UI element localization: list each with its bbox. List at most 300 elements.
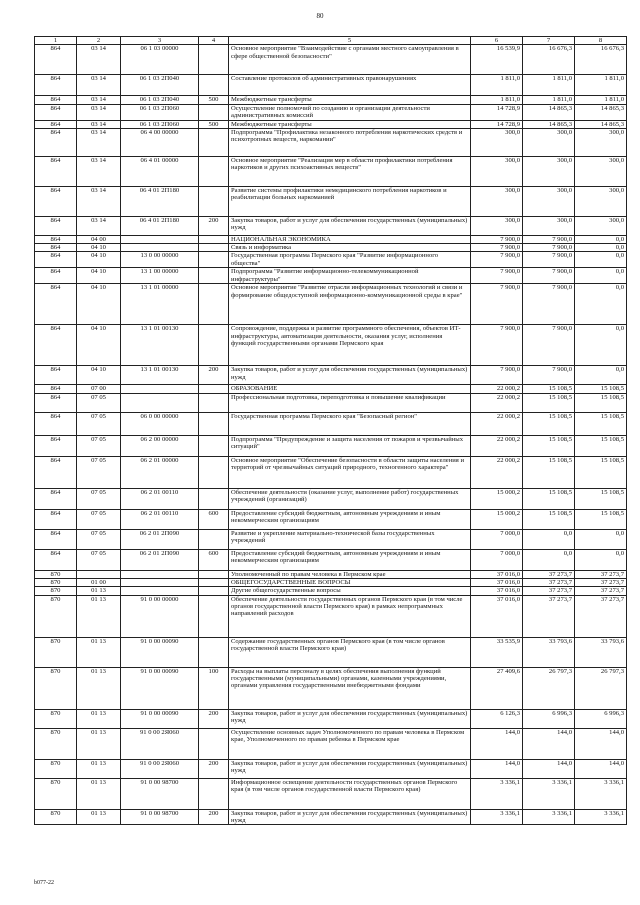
description-cell: Развитие системы профилактики немедицинского потребления наркотиков и реабилитации больных наркоманией <box>229 186 471 216</box>
description-cell: Закупка товаров, работ и услуг для обеспечения государственных (муниципальных) нужд <box>229 366 471 385</box>
ministry-code-cell: 864 <box>35 186 77 216</box>
description-cell: Межбюджетные трансферты <box>229 96 471 104</box>
expense-type-cell <box>199 325 229 366</box>
description-cell: Закупка товаров, работ и услуг для обеспечения государственных (муниципальных) нужд <box>229 216 471 235</box>
ministry-code-cell: 870 <box>35 579 77 587</box>
budget-table <box>34 36 627 825</box>
section-code-cell <box>77 570 121 578</box>
table-row <box>35 637 627 667</box>
target-article-cell: 91 0 00 00000 <box>121 595 199 637</box>
target-article-cell: 06 2 01 00000 <box>121 456 199 488</box>
amount-year2-cell: 15 108,5 <box>523 385 575 393</box>
section-code-cell: 04 10 <box>77 252 121 268</box>
description-cell: ОБЩЕГОСУДАРСТВЕННЫЕ ВОПРОСЫ <box>229 579 471 587</box>
amount-year3-cell: 15 108,5 <box>575 435 627 456</box>
section-code-cell: 07 00 <box>77 385 121 393</box>
description-cell: Межбюджетные трансферты <box>229 120 471 128</box>
description-cell: Расходы на выплаты персоналу в целях обеспечения выполнения функций государственными (муниципальными) органами, казенными учреждениями, органами управления государственными внебюджетными фондами <box>229 667 471 709</box>
amount-year3-cell: 37 273,7 <box>575 587 627 595</box>
expense-type-cell <box>199 587 229 595</box>
description-cell: Информационное освещение деятельности государственных органов Пермского края (в том числе органов государственной власти Пермского края) <box>229 778 471 809</box>
amount-year3-cell: 14 865,3 <box>575 120 627 128</box>
section-code-cell: 07 05 <box>77 529 121 549</box>
amount-year1-cell: 300,0 <box>471 156 523 186</box>
section-code-cell: 01 13 <box>77 809 121 825</box>
ministry-code-cell: 870 <box>35 759 77 778</box>
amount-year1-cell: 144,0 <box>471 728 523 759</box>
section-code-cell: 01 13 <box>77 728 121 759</box>
section-code-cell: 01 13 <box>77 759 121 778</box>
description-cell: Подпрограмма "Профилактика незаконного потребления наркотических средств и психотропных веществ, наркомании" <box>229 128 471 156</box>
amount-year1-cell: 7 900,0 <box>471 366 523 385</box>
amount-year3-cell: 144,0 <box>575 759 627 778</box>
table-row <box>35 435 627 456</box>
ministry-code-cell: 870 <box>35 809 77 825</box>
amount-year2-cell: 16 676,3 <box>523 45 575 75</box>
amount-year3-cell: 1 811,0 <box>575 96 627 104</box>
amount-year1-cell: 1 811,0 <box>471 96 523 104</box>
ministry-code-cell: 864 <box>35 128 77 156</box>
target-article-cell: 06 1 03 2П040 <box>121 75 199 96</box>
table-row <box>35 728 627 759</box>
table-row <box>35 579 627 587</box>
expense-type-cell <box>199 128 229 156</box>
amount-year3-cell: 0,0 <box>575 252 627 268</box>
amount-year2-cell: 14 865,3 <box>523 104 575 120</box>
description-cell: Обеспечение деятельности государственных органов Пермского края (в том числе органов государственной власти Пермского края) в рамках непрограммных направлений расходов <box>229 595 471 637</box>
section-code-cell: 04 10 <box>77 366 121 385</box>
description-cell: Государственная программа Пермского края "Развитие информационного общества" <box>229 252 471 268</box>
amount-year3-cell: 300,0 <box>575 156 627 186</box>
amount-year2-cell: 3 336,1 <box>523 778 575 809</box>
section-code-cell: 04 10 <box>77 284 121 325</box>
amount-year2-cell: 300,0 <box>523 156 575 186</box>
amount-year3-cell: 15 108,5 <box>575 393 627 412</box>
amount-year1-cell: 33 535,9 <box>471 637 523 667</box>
table-row <box>35 456 627 488</box>
amount-year2-cell: 7 900,0 <box>523 252 575 268</box>
expense-type-cell: 200 <box>199 809 229 825</box>
ministry-code-cell: 864 <box>35 244 77 252</box>
amount-year3-cell: 15 108,5 <box>575 385 627 393</box>
amount-year3-cell: 16 676,3 <box>575 45 627 75</box>
target-article-cell: 13 0 00 00000 <box>121 252 199 268</box>
description-cell: Обеспечение деятельности (оказание услуг, выполнение работ) государственных учреждений (организаций) <box>229 488 471 509</box>
expense-type-cell <box>199 778 229 809</box>
amount-year1-cell: 37 016,0 <box>471 570 523 578</box>
amount-year3-cell: 300,0 <box>575 128 627 156</box>
expense-type-cell: 200 <box>199 759 229 778</box>
description-cell: Составление протоколов об административных правонарушениях <box>229 75 471 96</box>
section-code-cell: 07 05 <box>77 412 121 435</box>
section-code-cell: 07 05 <box>77 549 121 570</box>
table-row <box>35 709 627 728</box>
target-article-cell: 06 2 01 2П090 <box>121 549 199 570</box>
expense-type-cell <box>199 728 229 759</box>
amount-year1-cell: 22 000,2 <box>471 385 523 393</box>
amount-year2-cell: 1 811,0 <box>523 75 575 96</box>
amount-year2-cell: 33 793,6 <box>523 637 575 667</box>
table-row <box>35 128 627 156</box>
table-row <box>35 325 627 366</box>
target-article-cell: 06 4 01 00000 <box>121 156 199 186</box>
ministry-code-cell: 864 <box>35 456 77 488</box>
table-row <box>35 488 627 509</box>
ministry-code-cell: 870 <box>35 667 77 709</box>
target-article-cell: 91 0 00 2Я060 <box>121 759 199 778</box>
amount-year3-cell: 0,0 <box>575 268 627 284</box>
table-row <box>35 268 627 284</box>
budget-table-body <box>35 37 627 825</box>
section-code-cell: 01 13 <box>77 778 121 809</box>
amount-year3-cell: 14 865,3 <box>575 104 627 120</box>
amount-year1-cell: 16 539,9 <box>471 45 523 75</box>
target-article-cell: 91 0 00 00090 <box>121 709 199 728</box>
ministry-code-cell: 870 <box>35 709 77 728</box>
section-code-cell: 03 14 <box>77 128 121 156</box>
amount-year2-cell: 0,0 <box>523 529 575 549</box>
section-code-cell: 03 14 <box>77 156 121 186</box>
description-cell: Содержание государственных органов Пермского края (в том числе органов государственной власти Пермского края) <box>229 637 471 667</box>
table-row <box>35 549 627 570</box>
expense-type-cell: 500 <box>199 120 229 128</box>
expense-type-cell <box>199 412 229 435</box>
amount-year2-cell: 144,0 <box>523 759 575 778</box>
expense-type-cell: 100 <box>199 667 229 709</box>
target-article-cell: 06 4 00 00000 <box>121 128 199 156</box>
expense-type-cell <box>199 570 229 578</box>
section-code-cell: 03 14 <box>77 216 121 235</box>
ministry-code-cell: 864 <box>35 366 77 385</box>
amount-year3-cell: 0,0 <box>575 366 627 385</box>
section-code-cell: 07 05 <box>77 456 121 488</box>
description-cell: ОБРАЗОВАНИЕ <box>229 385 471 393</box>
target-article-cell: 06 0 00 00000 <box>121 412 199 435</box>
amount-year3-cell: 0,0 <box>575 549 627 570</box>
ministry-code-cell: 870 <box>35 778 77 809</box>
amount-year2-cell: 37 273,7 <box>523 570 575 578</box>
expense-type-cell <box>199 456 229 488</box>
section-code-cell: 04 10 <box>77 325 121 366</box>
expense-type-cell <box>199 156 229 186</box>
description-cell: Предоставление субсидий бюджетным, автономным учреждениям и иным некоммерческим организациям <box>229 549 471 570</box>
amount-year3-cell: 37 273,7 <box>575 595 627 637</box>
section-code-cell: 03 14 <box>77 75 121 96</box>
table-row <box>35 216 627 235</box>
ministry-code-cell: 864 <box>35 284 77 325</box>
description-cell: Связь и информатика <box>229 244 471 252</box>
table-row <box>35 778 627 809</box>
expense-type-cell <box>199 435 229 456</box>
description-cell: Подпрограмма "Развитие информационно-телекоммуникационной инфраструктуры" <box>229 268 471 284</box>
ministry-code-cell: 864 <box>35 235 77 243</box>
section-code-cell: 01 00 <box>77 579 121 587</box>
amount-year2-cell: 7 900,0 <box>523 244 575 252</box>
table-row <box>35 759 627 778</box>
amount-year3-cell: 3 336,1 <box>575 778 627 809</box>
column-header: 1 <box>35 37 77 45</box>
amount-year3-cell: 15 108,5 <box>575 488 627 509</box>
amount-year1-cell: 7 900,0 <box>471 325 523 366</box>
target-article-cell: 06 2 00 00000 <box>121 435 199 456</box>
column-header: 8 <box>575 37 627 45</box>
amount-year1-cell: 22 000,2 <box>471 393 523 412</box>
table-row <box>35 235 627 243</box>
amount-year1-cell: 3 336,1 <box>471 809 523 825</box>
target-article-cell: 06 1 03 00000 <box>121 45 199 75</box>
target-article-cell <box>121 244 199 252</box>
ministry-code-cell: 864 <box>35 268 77 284</box>
target-article-cell: 06 4 01 2П180 <box>121 186 199 216</box>
expense-type-cell: 200 <box>199 709 229 728</box>
section-code-cell: 04 10 <box>77 268 121 284</box>
amount-year1-cell: 37 016,0 <box>471 595 523 637</box>
expense-type-cell <box>199 284 229 325</box>
ministry-code-cell: 864 <box>35 120 77 128</box>
ministry-code-cell: 864 <box>35 96 77 104</box>
description-cell: Другие общегосударственные вопросы <box>229 587 471 595</box>
expense-type-cell <box>199 75 229 96</box>
column-header: 2 <box>77 37 121 45</box>
amount-year1-cell: 144,0 <box>471 759 523 778</box>
ministry-code-cell: 870 <box>35 570 77 578</box>
amount-year3-cell: 26 797,3 <box>575 667 627 709</box>
amount-year1-cell: 22 000,2 <box>471 456 523 488</box>
target-article-cell: 13 1 01 00130 <box>121 366 199 385</box>
amount-year2-cell: 7 900,0 <box>523 366 575 385</box>
target-article-cell: 13 1 01 00000 <box>121 284 199 325</box>
table-header-row <box>35 37 627 45</box>
amount-year2-cell: 7 900,0 <box>523 325 575 366</box>
target-article-cell: 91 0 00 00090 <box>121 637 199 667</box>
amount-year2-cell: 1 811,0 <box>523 96 575 104</box>
amount-year3-cell: 1 811,0 <box>575 75 627 96</box>
ministry-code-cell: 864 <box>35 488 77 509</box>
ministry-code-cell: 864 <box>35 252 77 268</box>
expense-type-cell <box>199 244 229 252</box>
amount-year2-cell: 144,0 <box>523 728 575 759</box>
section-code-cell: 07 05 <box>77 393 121 412</box>
section-code-cell: 03 14 <box>77 96 121 104</box>
column-header: 7 <box>523 37 575 45</box>
amount-year1-cell: 7 900,0 <box>471 268 523 284</box>
expense-type-cell: 200 <box>199 366 229 385</box>
table-row <box>35 252 627 268</box>
expense-type-cell <box>199 385 229 393</box>
amount-year1-cell: 7 900,0 <box>471 284 523 325</box>
description-cell: Государственная программа Пермского края "Безопасный регион" <box>229 412 471 435</box>
table-row <box>35 366 627 385</box>
section-code-cell: 07 05 <box>77 488 121 509</box>
table-row <box>35 393 627 412</box>
amount-year1-cell: 1 811,0 <box>471 75 523 96</box>
table-row <box>35 412 627 435</box>
ministry-code-cell: 864 <box>35 393 77 412</box>
expense-type-cell <box>199 637 229 667</box>
target-article-cell: 06 2 01 2П090 <box>121 529 199 549</box>
amount-year2-cell: 15 108,5 <box>523 488 575 509</box>
description-cell: Уполномоченный по правам человека в Пермском крае <box>229 570 471 578</box>
amount-year2-cell: 3 336,1 <box>523 809 575 825</box>
amount-year1-cell: 22 000,2 <box>471 435 523 456</box>
section-code-cell: 03 14 <box>77 120 121 128</box>
description-cell: Основное мероприятие "Взаимодействие с органами местного самоуправления в сфере общественной безопасности" <box>229 45 471 75</box>
amount-year3-cell: 300,0 <box>575 186 627 216</box>
amount-year3-cell: 0,0 <box>575 235 627 243</box>
table-row <box>35 45 627 75</box>
amount-year3-cell: 0,0 <box>575 244 627 252</box>
amount-year2-cell: 300,0 <box>523 186 575 216</box>
target-article-cell: 06 2 01 00110 <box>121 509 199 529</box>
description-cell: Осуществление полномочий по созданию и организации деятельности административных комиссий <box>229 104 471 120</box>
amount-year3-cell: 0,0 <box>575 325 627 366</box>
amount-year1-cell: 7 000,0 <box>471 549 523 570</box>
description-cell: Основное мероприятие "Обеспечение безопасности в области защиты населения и территорий от чрезвычайных ситуаций природного, техногенного характера" <box>229 456 471 488</box>
description-cell: Основное мероприятие "Реализация мер в области профилактики потребления наркотиков и других психоактивных веществ" <box>229 156 471 186</box>
target-article-cell: 06 1 03 2П060 <box>121 120 199 128</box>
amount-year3-cell: 33 793,6 <box>575 637 627 667</box>
amount-year1-cell: 3 336,1 <box>471 778 523 809</box>
amount-year1-cell: 7 900,0 <box>471 252 523 268</box>
amount-year1-cell: 6 126,3 <box>471 709 523 728</box>
target-article-cell: 06 2 01 00110 <box>121 488 199 509</box>
description-cell: Закупка товаров, работ и услуг для обеспечения государственных (муниципальных) нужд <box>229 809 471 825</box>
amount-year2-cell: 7 900,0 <box>523 235 575 243</box>
table-row <box>35 529 627 549</box>
description-cell: Закупка товаров, работ и услуг для обеспечения государственных (муниципальных) нужд <box>229 759 471 778</box>
amount-year2-cell: 15 108,5 <box>523 456 575 488</box>
amount-year1-cell: 37 016,0 <box>471 587 523 595</box>
column-header: 4 <box>199 37 229 45</box>
amount-year3-cell: 0,0 <box>575 284 627 325</box>
amount-year1-cell: 27 409,6 <box>471 667 523 709</box>
amount-year2-cell: 15 108,5 <box>523 412 575 435</box>
section-code-cell: 04 10 <box>77 244 121 252</box>
ministry-code-cell: 864 <box>35 325 77 366</box>
amount-year2-cell: 14 865,3 <box>523 120 575 128</box>
table-row <box>35 120 627 128</box>
ministry-code-cell: 864 <box>35 45 77 75</box>
table-row <box>35 570 627 578</box>
amount-year3-cell: 3 336,1 <box>575 809 627 825</box>
expense-type-cell: 500 <box>199 96 229 104</box>
amount-year2-cell: 37 273,7 <box>523 587 575 595</box>
target-article-cell: 91 0 00 98700 <box>121 778 199 809</box>
target-article-cell: 13 1 00 00000 <box>121 268 199 284</box>
expense-type-cell <box>199 235 229 243</box>
amount-year3-cell: 15 108,5 <box>575 412 627 435</box>
amount-year1-cell: 22 000,2 <box>471 412 523 435</box>
table-row <box>35 809 627 825</box>
target-article-cell: 06 1 03 2П040 <box>121 96 199 104</box>
ministry-code-cell: 864 <box>35 104 77 120</box>
table-row <box>35 595 627 637</box>
table-row <box>35 104 627 120</box>
ministry-code-cell: 864 <box>35 156 77 186</box>
ministry-code-cell: 870 <box>35 587 77 595</box>
amount-year2-cell: 7 900,0 <box>523 268 575 284</box>
amount-year1-cell: 37 016,0 <box>471 579 523 587</box>
ministry-code-cell: 864 <box>35 529 77 549</box>
amount-year2-cell: 0,0 <box>523 549 575 570</box>
amount-year3-cell: 15 108,5 <box>575 509 627 529</box>
amount-year2-cell: 300,0 <box>523 128 575 156</box>
amount-year1-cell: 7 900,0 <box>471 235 523 243</box>
expense-type-cell <box>199 529 229 549</box>
section-code-cell: 01 13 <box>77 637 121 667</box>
target-article-cell <box>121 393 199 412</box>
table-row <box>35 186 627 216</box>
ministry-code-cell: 864 <box>35 549 77 570</box>
amount-year2-cell: 26 797,3 <box>523 667 575 709</box>
target-article-cell: 91 0 00 2Я060 <box>121 728 199 759</box>
target-article-cell <box>121 570 199 578</box>
amount-year1-cell: 14 728,9 <box>471 104 523 120</box>
target-article-cell <box>121 587 199 595</box>
target-article-cell: 91 0 00 98700 <box>121 809 199 825</box>
table-row <box>35 244 627 252</box>
section-code-cell: 04 00 <box>77 235 121 243</box>
description-cell: Основное мероприятие "Развитие отрасли информационных технологий и связи и формирование общедоступной информационно-коммуникационной среды в крае" <box>229 284 471 325</box>
section-code-cell: 01 13 <box>77 587 121 595</box>
table-row <box>35 156 627 186</box>
table-row <box>35 75 627 96</box>
description-cell: Сопровождение, поддержка и развитие программного обеспечения, объектов ИТ-инфраструктуры, автоматизация деятельности, оказания услуг, исполнения функций государственными органами Пермского края <box>229 325 471 366</box>
amount-year2-cell: 6 996,3 <box>523 709 575 728</box>
table-row <box>35 284 627 325</box>
expense-type-cell <box>199 45 229 75</box>
column-header: 5 <box>229 37 471 45</box>
table-row <box>35 509 627 529</box>
amount-year3-cell: 15 108,5 <box>575 456 627 488</box>
description-cell: Профессиональная подготовка, переподготовка и повышение квалификации <box>229 393 471 412</box>
expense-type-cell: 200 <box>199 216 229 235</box>
amount-year1-cell: 300,0 <box>471 216 523 235</box>
amount-year2-cell: 15 108,5 <box>523 509 575 529</box>
target-article-cell: 91 0 00 00090 <box>121 667 199 709</box>
section-code-cell: 07 05 <box>77 509 121 529</box>
amount-year2-cell: 37 273,7 <box>523 579 575 587</box>
amount-year2-cell: 15 108,5 <box>523 393 575 412</box>
expense-type-cell: 600 <box>199 509 229 529</box>
target-article-cell: 13 1 01 00130 <box>121 325 199 366</box>
section-code-cell: 01 13 <box>77 667 121 709</box>
amount-year3-cell: 144,0 <box>575 728 627 759</box>
expense-type-cell <box>199 268 229 284</box>
amount-year2-cell: 300,0 <box>523 216 575 235</box>
amount-year3-cell: 37 273,7 <box>575 579 627 587</box>
amount-year3-cell: 0,0 <box>575 529 627 549</box>
section-code-cell: 07 05 <box>77 435 121 456</box>
ministry-code-cell: 864 <box>35 412 77 435</box>
description-cell: Закупка товаров, работ и услуг для обеспечения государственных (муниципальных) нужд <box>229 709 471 728</box>
section-code-cell: 01 13 <box>77 709 121 728</box>
section-code-cell: 01 13 <box>77 595 121 637</box>
description-cell: Подпрограмма "Предупреждение и защита населения от пожаров и чрезвычайных ситуаций" <box>229 435 471 456</box>
target-article-cell <box>121 235 199 243</box>
ministry-code-cell: 864 <box>35 75 77 96</box>
expense-type-cell <box>199 595 229 637</box>
table-row <box>35 667 627 709</box>
description-cell: НАЦИОНАЛЬНАЯ ЭКОНОМИКА <box>229 235 471 243</box>
amount-year3-cell: 6 996,3 <box>575 709 627 728</box>
ministry-code-cell: 870 <box>35 595 77 637</box>
footer-code: b077-22 <box>34 880 54 886</box>
amount-year1-cell: 300,0 <box>471 186 523 216</box>
section-code-cell: 03 14 <box>77 45 121 75</box>
ministry-code-cell: 864 <box>35 216 77 235</box>
amount-year2-cell: 15 108,5 <box>523 435 575 456</box>
